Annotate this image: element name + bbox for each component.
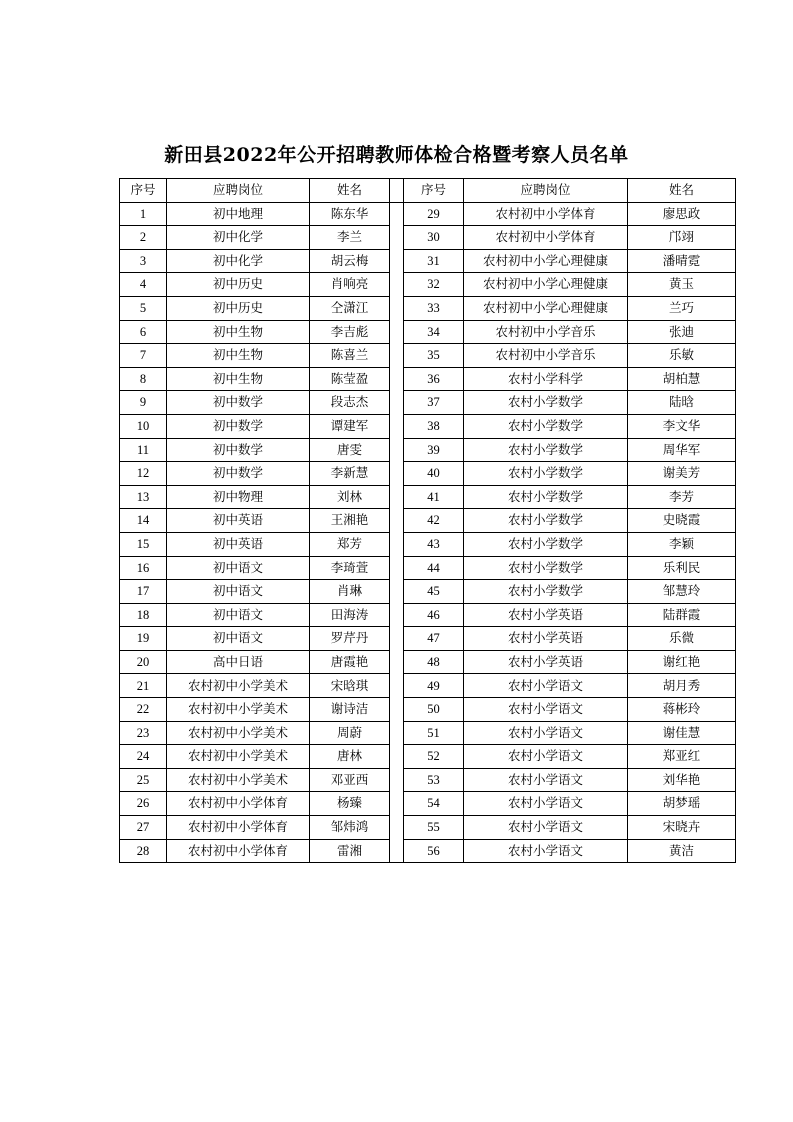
- row-position-left: 初中化学: [167, 226, 310, 250]
- row-no-left: 8: [120, 367, 167, 391]
- row-position-left: 农村初中小学美术: [167, 698, 310, 722]
- row-name-right: 郑亚红: [628, 745, 736, 769]
- row-position-left: 农村初中小学体育: [167, 792, 310, 816]
- row-name-right: 黄玉: [628, 273, 736, 297]
- row-name-right: 乐敏: [628, 344, 736, 368]
- row-name-left: 陈喜兰: [310, 344, 390, 368]
- row-name-left: 邹炜鸿: [310, 816, 390, 840]
- table-row: [120, 816, 736, 840]
- row-no-left: 20: [120, 650, 167, 674]
- row-name-left: 田海涛: [310, 603, 390, 627]
- row-position-left: 初中数学: [167, 438, 310, 462]
- row-no-right: 54: [404, 792, 464, 816]
- column-gap: [390, 698, 404, 722]
- row-position-right: 农村小学英语: [464, 603, 628, 627]
- table-row: [120, 462, 736, 486]
- table-row: [120, 650, 736, 674]
- row-position-right: 农村小学数学: [464, 509, 628, 533]
- column-gap: [390, 414, 404, 438]
- table-row: [120, 438, 736, 462]
- row-name-left: 李吉彪: [310, 320, 390, 344]
- row-position-left: 初中历史: [167, 273, 310, 297]
- row-name-right: 潘晴霓: [628, 249, 736, 273]
- row-no-right: 38: [404, 414, 464, 438]
- row-no-right: 37: [404, 391, 464, 415]
- table-row: [120, 414, 736, 438]
- column-gap: [390, 792, 404, 816]
- row-no-left: 15: [120, 532, 167, 556]
- row-no-right: 50: [404, 698, 464, 722]
- row-no-left: 13: [120, 485, 167, 509]
- table-row: [120, 391, 736, 415]
- row-position-left: 农村初中小学美术: [167, 674, 310, 698]
- row-position-right: 农村小学语文: [464, 674, 628, 698]
- column-gap: [390, 580, 404, 604]
- column-gap: [390, 296, 404, 320]
- column-gap: [390, 627, 404, 651]
- row-position-left: 初中数学: [167, 462, 310, 486]
- row-name-left: 谢诗洁: [310, 698, 390, 722]
- row-no-right: 46: [404, 603, 464, 627]
- row-position-right: 农村初中小学体育: [464, 202, 628, 226]
- table-row: [120, 509, 736, 533]
- column-gap: [390, 485, 404, 509]
- table-row: [120, 627, 736, 651]
- row-no-right: 32: [404, 273, 464, 297]
- row-name-right: 陆群霞: [628, 603, 736, 627]
- row-position-right: 农村初中小学心理健康: [464, 249, 628, 273]
- row-name-right: 史晓霞: [628, 509, 736, 533]
- row-no-right: 47: [404, 627, 464, 651]
- row-name-right: 邝翊: [628, 226, 736, 250]
- row-position-right: 农村小学语文: [464, 816, 628, 840]
- row-no-right: 43: [404, 532, 464, 556]
- row-position-right: 农村小学数学: [464, 462, 628, 486]
- column-gap: [390, 532, 404, 556]
- row-position-left: 初中历史: [167, 296, 310, 320]
- row-position-right: 农村小学语文: [464, 768, 628, 792]
- row-no-left: 19: [120, 627, 167, 651]
- column-gap: [390, 462, 404, 486]
- row-position-right: 农村小学语文: [464, 792, 628, 816]
- row-no-right: 51: [404, 721, 464, 745]
- row-no-left: 9: [120, 391, 167, 415]
- table-row: [120, 226, 736, 250]
- row-position-right: 农村小学语文: [464, 839, 628, 863]
- roster-table: [119, 178, 736, 863]
- header-no-left: 序号: [120, 179, 167, 203]
- row-name-left: 杨臻: [310, 792, 390, 816]
- row-position-right: 农村小学数学: [464, 391, 628, 415]
- table-row: [120, 698, 736, 722]
- row-no-left: 4: [120, 273, 167, 297]
- row-name-right: 周华军: [628, 438, 736, 462]
- row-no-right: 45: [404, 580, 464, 604]
- row-no-right: 31: [404, 249, 464, 273]
- table-row: [120, 792, 736, 816]
- row-no-right: 36: [404, 367, 464, 391]
- row-no-right: 56: [404, 839, 464, 863]
- column-gap: [390, 273, 404, 297]
- row-no-right: 52: [404, 745, 464, 769]
- row-name-left: 罗芹丹: [310, 627, 390, 651]
- row-position-right: 农村初中小学体育: [464, 226, 628, 250]
- column-gap: [390, 603, 404, 627]
- row-name-left: 唐霞艳: [310, 650, 390, 674]
- header-name-right: 姓名: [628, 179, 736, 203]
- row-name-right: 谢美芳: [628, 462, 736, 486]
- table-row: [120, 674, 736, 698]
- row-position-left: 初中物理: [167, 485, 310, 509]
- header-position-left: 应聘岗位: [167, 179, 310, 203]
- row-name-right: 胡梦瑶: [628, 792, 736, 816]
- row-name-right: 邹慧玲: [628, 580, 736, 604]
- row-no-right: 41: [404, 485, 464, 509]
- row-position-left: 农村初中小学美术: [167, 745, 310, 769]
- table-row: [120, 721, 736, 745]
- column-gap: [390, 721, 404, 745]
- row-no-left: 16: [120, 556, 167, 580]
- row-no-left: 6: [120, 320, 167, 344]
- row-no-left: 12: [120, 462, 167, 486]
- row-position-right: 农村小学数学: [464, 532, 628, 556]
- row-no-right: 42: [404, 509, 464, 533]
- row-no-left: 10: [120, 414, 167, 438]
- row-position-left: 农村初中小学体育: [167, 839, 310, 863]
- row-name-right: 胡柏慧: [628, 367, 736, 391]
- row-position-right: 农村初中小学心理健康: [464, 296, 628, 320]
- row-no-right: 34: [404, 320, 464, 344]
- row-position-left: 初中英语: [167, 509, 310, 533]
- row-position-right: 农村初中小学音乐: [464, 344, 628, 368]
- row-position-left: 农村初中小学美术: [167, 768, 310, 792]
- row-name-right: 谢红艳: [628, 650, 736, 674]
- row-no-right: 39: [404, 438, 464, 462]
- row-no-left: 26: [120, 792, 167, 816]
- row-position-right: 农村小学科学: [464, 367, 628, 391]
- row-name-right: 廖思政: [628, 202, 736, 226]
- row-position-right: 农村初中小学心理健康: [464, 273, 628, 297]
- row-name-left: 谭建军: [310, 414, 390, 438]
- row-name-left: 李兰: [310, 226, 390, 250]
- row-position-right: 农村小学语文: [464, 721, 628, 745]
- table-row: [120, 202, 736, 226]
- column-gap: [390, 202, 404, 226]
- row-name-left: 肖响亮: [310, 273, 390, 297]
- row-name-left: 唐林: [310, 745, 390, 769]
- row-name-left: 李琦萱: [310, 556, 390, 580]
- row-position-left: 初中地理: [167, 202, 310, 226]
- row-no-left: 1: [120, 202, 167, 226]
- row-no-left: 18: [120, 603, 167, 627]
- row-name-right: 黄洁: [628, 839, 736, 863]
- row-position-left: 初中生物: [167, 344, 310, 368]
- row-no-left: 5: [120, 296, 167, 320]
- row-name-left: 陈东华: [310, 202, 390, 226]
- row-name-right: 宋晓卉: [628, 816, 736, 840]
- row-position-left: 农村初中小学美术: [167, 721, 310, 745]
- table-row: [120, 556, 736, 580]
- row-position-left: 农村初中小学体育: [167, 816, 310, 840]
- column-gap: [390, 249, 404, 273]
- table-row: [120, 603, 736, 627]
- roster-body: [120, 202, 736, 863]
- row-position-right: 农村小学英语: [464, 650, 628, 674]
- row-no-left: 23: [120, 721, 167, 745]
- column-gap: [390, 367, 404, 391]
- header-name-left: 姓名: [310, 179, 390, 203]
- row-no-left: 17: [120, 580, 167, 604]
- row-position-right: 农村小学语文: [464, 698, 628, 722]
- column-gap: [390, 179, 404, 203]
- row-position-right: 农村初中小学音乐: [464, 320, 628, 344]
- row-position-right: 农村小学语文: [464, 745, 628, 769]
- row-position-left: 初中语文: [167, 556, 310, 580]
- row-no-left: 3: [120, 249, 167, 273]
- row-no-right: 44: [404, 556, 464, 580]
- row-name-left: 段志杰: [310, 391, 390, 415]
- row-no-left: 24: [120, 745, 167, 769]
- table-row: [120, 839, 736, 863]
- column-gap: [390, 816, 404, 840]
- table-row: [120, 320, 736, 344]
- row-no-left: 11: [120, 438, 167, 462]
- row-no-left: 22: [120, 698, 167, 722]
- table-row: [120, 768, 736, 792]
- row-name-left: 郑芳: [310, 532, 390, 556]
- row-name-right: 陆晗: [628, 391, 736, 415]
- row-name-right: 谢佳慧: [628, 721, 736, 745]
- row-position-left: 初中数学: [167, 391, 310, 415]
- row-position-left: 初中化学: [167, 249, 310, 273]
- column-gap: [390, 320, 404, 344]
- row-position-right: 农村小学数学: [464, 414, 628, 438]
- row-no-right: 30: [404, 226, 464, 250]
- row-name-left: 李新慧: [310, 462, 390, 486]
- row-no-left: 21: [120, 674, 167, 698]
- column-gap: [390, 391, 404, 415]
- header-row: [120, 179, 736, 203]
- row-name-right: 乐利民: [628, 556, 736, 580]
- table-row: [120, 296, 736, 320]
- row-name-right: 胡月秀: [628, 674, 736, 698]
- row-name-right: 乐微: [628, 627, 736, 651]
- row-name-left: 唐雯: [310, 438, 390, 462]
- row-position-right: 农村小学英语: [464, 627, 628, 651]
- column-gap: [390, 839, 404, 863]
- row-name-left: 胡云梅: [310, 249, 390, 273]
- row-position-left: 初中生物: [167, 367, 310, 391]
- column-gap: [390, 745, 404, 769]
- row-name-left: 周蔚: [310, 721, 390, 745]
- column-gap: [390, 768, 404, 792]
- row-name-left: 雷湘: [310, 839, 390, 863]
- table-row: [120, 745, 736, 769]
- row-position-right: 农村小学数学: [464, 485, 628, 509]
- row-name-left: 肖琳: [310, 580, 390, 604]
- row-no-right: 40: [404, 462, 464, 486]
- row-no-right: 53: [404, 768, 464, 792]
- table-row: [120, 367, 736, 391]
- column-gap: [390, 674, 404, 698]
- row-no-right: 49: [404, 674, 464, 698]
- header-position-right: 应聘岗位: [464, 179, 628, 203]
- row-no-left: 14: [120, 509, 167, 533]
- row-name-right: 李颖: [628, 532, 736, 556]
- row-position-right: 农村小学数学: [464, 438, 628, 462]
- row-position-left: 初中语文: [167, 580, 310, 604]
- row-position-left: 初中语文: [167, 627, 310, 651]
- page-title: 新田县2022年公开招聘教师体检合格暨考察人员名单: [164, 144, 629, 166]
- row-no-right: 35: [404, 344, 464, 368]
- row-name-right: 李文华: [628, 414, 736, 438]
- row-name-left: 刘林: [310, 485, 390, 509]
- table-row: [120, 532, 736, 556]
- row-no-right: 33: [404, 296, 464, 320]
- table-row: [120, 344, 736, 368]
- row-name-left: 陈莹盈: [310, 367, 390, 391]
- table-row: [120, 580, 736, 604]
- row-name-left: 仝潇江: [310, 296, 390, 320]
- header-no-right: 序号: [404, 179, 464, 203]
- row-position-left: 高中日语: [167, 650, 310, 674]
- row-name-right: 蒋彬玲: [628, 698, 736, 722]
- row-no-left: 28: [120, 839, 167, 863]
- row-no-left: 2: [120, 226, 167, 250]
- row-name-right: 兰巧: [628, 296, 736, 320]
- row-position-left: 初中英语: [167, 532, 310, 556]
- column-gap: [390, 650, 404, 674]
- row-position-left: 初中数学: [167, 414, 310, 438]
- column-gap: [390, 226, 404, 250]
- column-gap: [390, 344, 404, 368]
- table-row: [120, 485, 736, 509]
- row-position-left: 初中语文: [167, 603, 310, 627]
- row-name-left: 王湘艳: [310, 509, 390, 533]
- row-name-left: 邓亚西: [310, 768, 390, 792]
- row-no-right: 29: [404, 202, 464, 226]
- row-no-right: 48: [404, 650, 464, 674]
- column-gap: [390, 438, 404, 462]
- row-position-left: 初中生物: [167, 320, 310, 344]
- row-name-right: 张迪: [628, 320, 736, 344]
- row-no-right: 55: [404, 816, 464, 840]
- table-row: [120, 249, 736, 273]
- row-no-left: 27: [120, 816, 167, 840]
- row-no-left: 25: [120, 768, 167, 792]
- row-position-right: 农村小学数学: [464, 580, 628, 604]
- row-no-left: 7: [120, 344, 167, 368]
- row-position-right: 农村小学数学: [464, 556, 628, 580]
- table-row: [120, 273, 736, 297]
- column-gap: [390, 556, 404, 580]
- row-name-right: 李芳: [628, 485, 736, 509]
- row-name-left: 宋晗琪: [310, 674, 390, 698]
- row-name-right: 刘华艳: [628, 768, 736, 792]
- column-gap: [390, 509, 404, 533]
